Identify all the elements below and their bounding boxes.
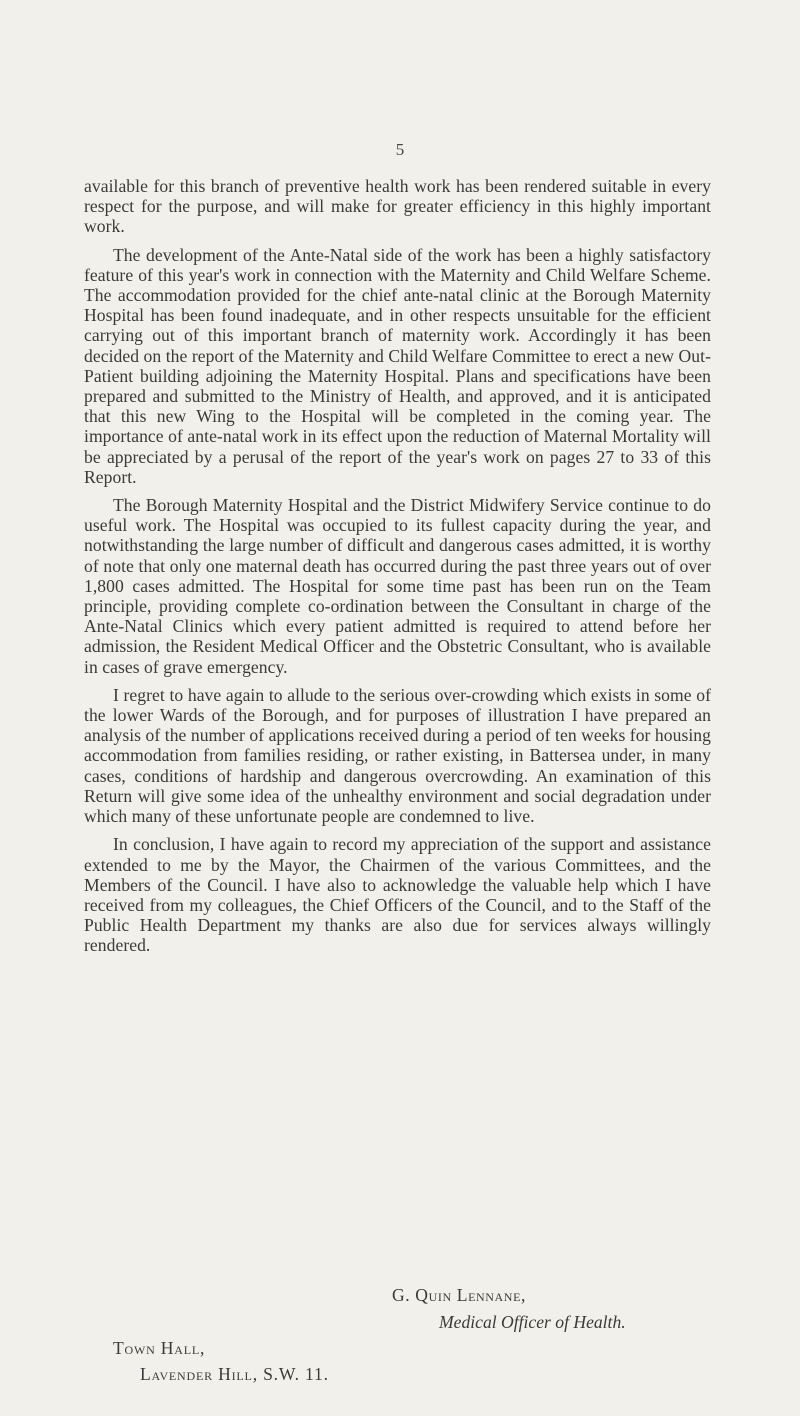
- paragraph-ante-natal: The development of the Ante-Natal side of the work has been a highly satisfactory feature of this year's work in connection with the Maternity and Child Welfare Scheme. The accommodation provided for the chief ante-natal clinic at the Borough Maternity Hospital has been found inadequate, and in other respects unsuitable for the efficient carrying out of this important branch of maternity work. Accordingly it has been decided on the report of the Maternity and Child Welfare Committee to erect a new Out-Patient building adjoining the Maternity Hospital. Plans and specifications have been prepared and submitted to the Ministry of Health, and approved, and it is anticipated that this new Wing to the Hospital will be completed in the coming year. The importance of ante-natal work in its effect upon the reduction of Maternal Mortality will be appreciated by a perusal of the report of the year's work on pages 27 to 33 of this Report.: [84, 244, 711, 487]
- address-line-2: Lavender Hill, S.W. 11.: [140, 1364, 329, 1384]
- paragraph-maternity-hospital: The Borough Maternity Hospital and the District Midwifery Service continue to do useful work. The Hospital was occupied to its fullest capacity during the year, and notwithstanding the large number of difficult and dangerous cases admitted, it is worthy of note that only one maternal death has occurred during the past three years out of over 1,800 cases admitted. The Hospital for some time past has been run on the Team principle, providing complete co-ordination between the Consultant in charge of the Ante-Natal Clinics which every patient admitted is required to attend before her admission, the Resident Medical Officer and the Obstetric Consultant, who is available in cases of grave emergency.: [84, 495, 711, 677]
- paragraph-over-crowding: I regret to have again to allude to the serious over-crowding which exists in some of the lower Wards of the Borough, and for purposes of illustration I have prepared an analysis of the number of applications received during a period of ten weeks for housing accommodation from families residing, or rather existing, in Battersea under, in many cases, conditions of hardship and dangerous overcrowding. An examination of this Return will give some idea of the unhealthy environment and social degradation under which many of these unfortunate people are condemned to live.: [84, 684, 711, 827]
- paragraph-conclusion: In conclusion, I have again to record my appreciation of the support and assistance extended to me by the Mayor, the Chairmen of the various Committees, and the Members of the Council. I have also to acknowledge the valuable help which I have received from my colleagues, the Chief Officers of the Council, and to the Staff of the Public Health Department my thanks are also due for services always willingly rendered.: [84, 834, 711, 956]
- page-number: 5: [395, 140, 405, 159]
- paragraph-continued: available for this branch of preventive health work has been rendered suitable in every respect for the purpose, and will make for greater efficiency in this highly important work.: [84, 176, 711, 237]
- address-line-1: Town Hall,: [113, 1338, 206, 1358]
- signature-title: Medical Officer of Health.: [439, 1312, 626, 1332]
- signature-name: G. Quin Lennane,: [392, 1285, 527, 1305]
- body-text: [84, 176, 711, 964]
